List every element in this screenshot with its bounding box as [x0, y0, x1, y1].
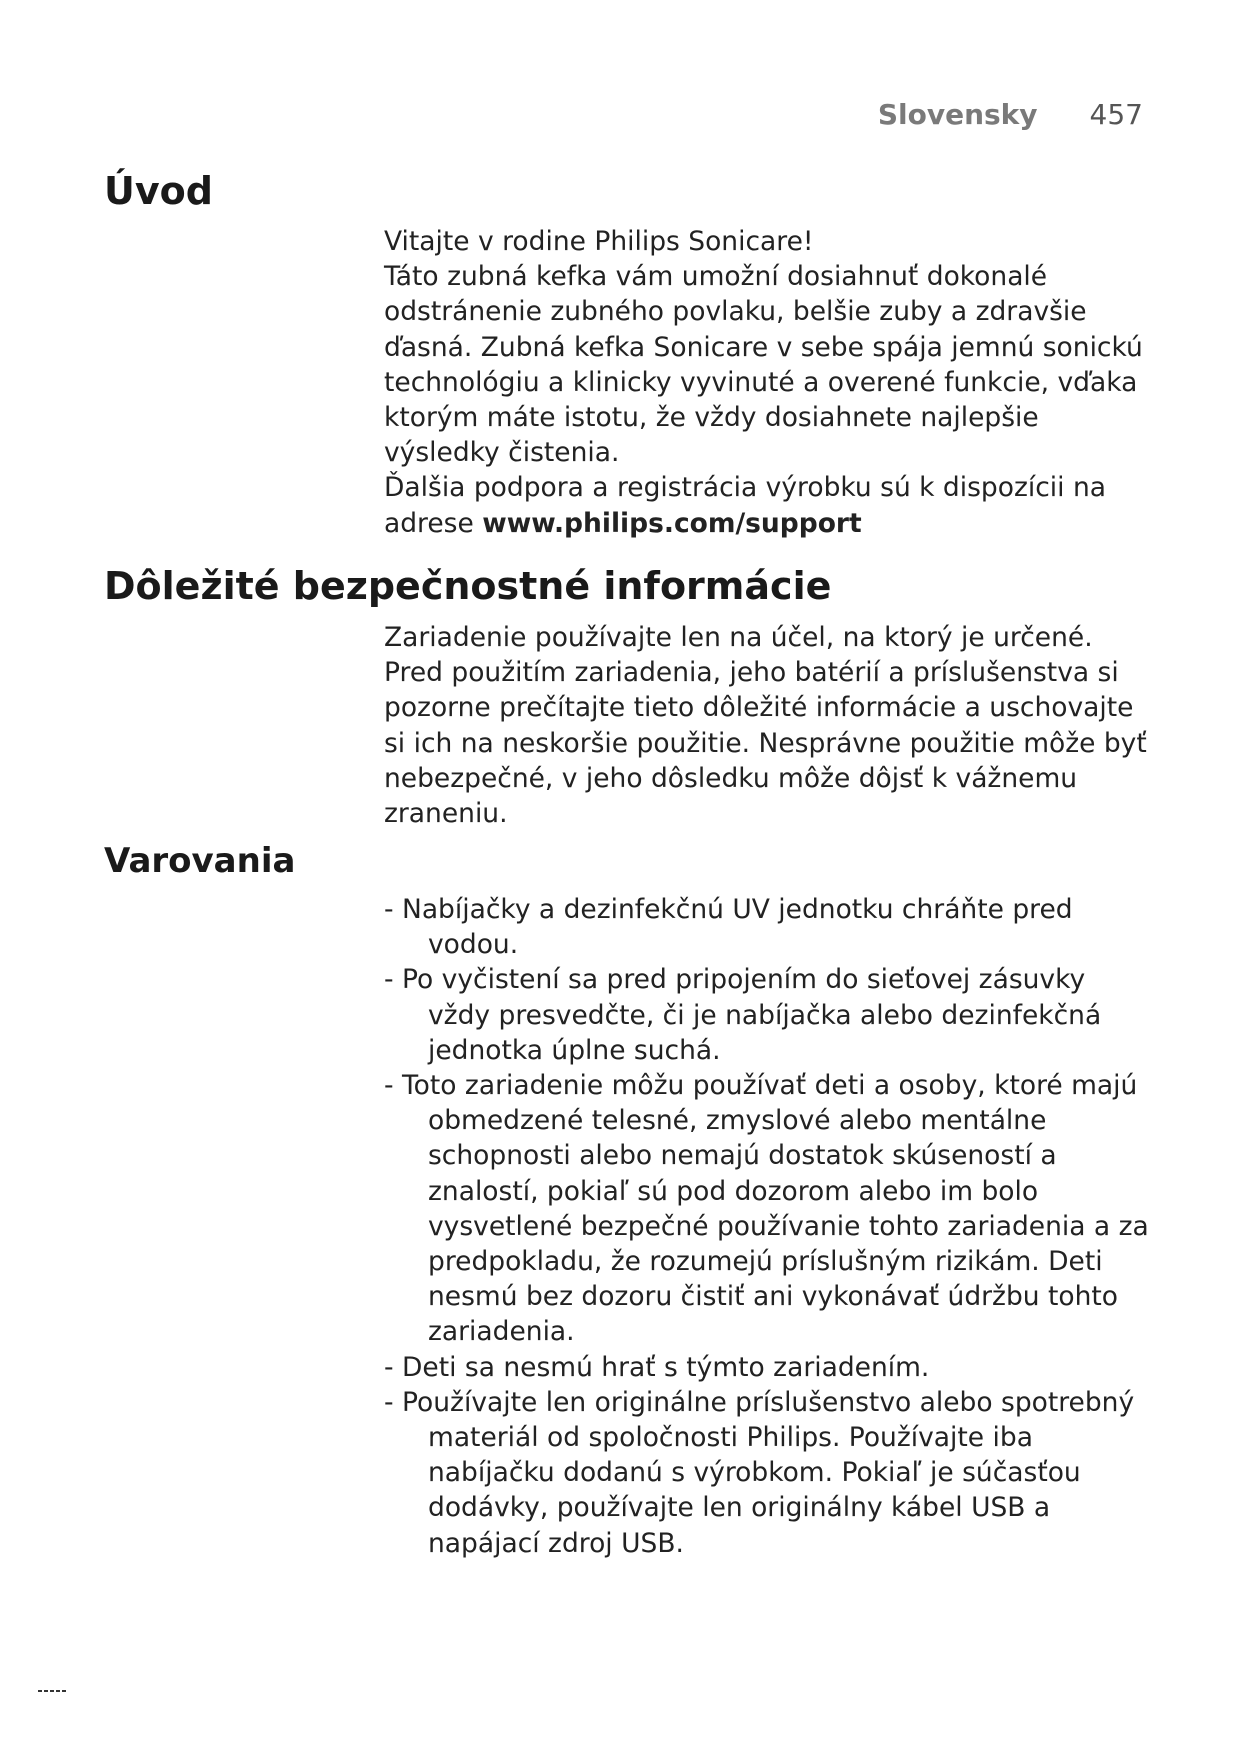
safety-paragraph: Zariadenie používajte len na účel, na ktorý je určené. Pred použitím zariadenia, jeho batérií a príslušenstva si pozorne prečítajte tieto dôležité informácie a uschovajte si ich na neskoršie použitie. Nesprávne použitie môže byť nebezpečné, v jeho dôsledku môže dôjsť k vážnemu zraneniu. [384, 622, 1147, 830]
page-header [878, 98, 1143, 132]
page-number: 457 [1089, 98, 1143, 131]
list-item: - Používajte len originálne príslušenstvo alebo spotrebný materiál od spoločnosti Philips. Používajte iba nabíjačku dodanú s výrobkom. Pokiaľ je súčasťou dodávky, používajte len originálny kábel USB a napájací zdroj USB. [384, 1385, 1154, 1561]
safety-heading: Dôležité bezpečnostné informácie [104, 564, 832, 608]
intro-heading: Úvod [104, 169, 213, 213]
header-language: Slovensky [877, 98, 1038, 131]
intro-paragraph: Táto zubná kefka vám umožní dosiahnuť dokonalé odstránenie zubného povlaku, belšie zuby a zdravšie ďasná. Zubná kefka Sonicare v sebe spája jemnú sonickú technológiu a klinicky vyvinuté a overené funkcie, vďaka ktorým máte istotu, že vždy dosiahnete najlepšie výsledky čistenia. [384, 261, 1143, 469]
warnings-list [384, 892, 1154, 1561]
intro-text [384, 224, 1154, 541]
list-item: - Po vyčistení sa pred pripojením do sieťovej zásuvky vždy presvedčte, či je nabíjačka alebo dezinfekčná jednotka úplne suchá. [384, 962, 1154, 1068]
warnings-heading: Varovania [104, 841, 296, 881]
support-text: Ďalšia podpora a registrácia výrobku sú k dispozícii na adrese [384, 472, 1106, 539]
intro-paragraph: Vitajte v rodine Philips Sonicare! [384, 226, 814, 257]
crop-mark [38, 1690, 68, 1692]
support-paragraph [384, 470, 1154, 540]
list-item: - Deti sa nesmú hrať s týmto zariadením. [384, 1350, 1154, 1385]
list-item: - Nabíjačky a dezinfekčnú UV jednotku chráňte pred vodou. [384, 892, 1154, 962]
support-url-link[interactable]: www.philips.com/support [482, 507, 862, 539]
list-item: - Toto zariadenie môžu používať deti a osoby, ktoré majú obmedzené telesné, zmyslové alebo mentálne schopnosti alebo nemajú dostatok skúseností a znalostí, pokiaľ sú pod dozorom alebo im bolo vysvetlené bezpečné používanie tohto zariadenia a za predpokladu, že rozumejú príslušným rizikám. Deti nesmú bez dozoru čistiť ani vykonávať údržbu tohto zariadenia. [384, 1068, 1154, 1350]
safety-text [384, 620, 1154, 831]
